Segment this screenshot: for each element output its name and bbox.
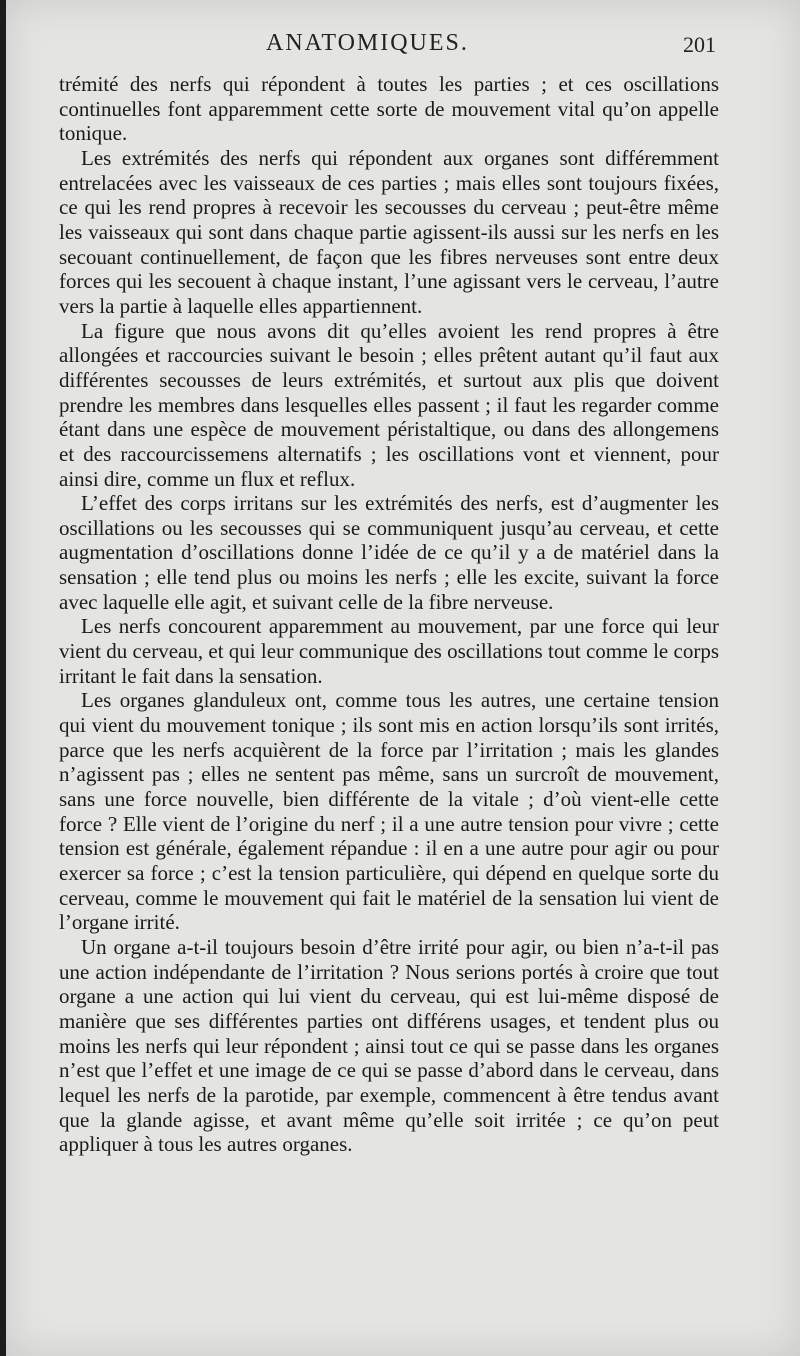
page-number: 201 [683,32,716,57]
paragraph-7: Un organe a-t-il toujours besoin d’être irrité pour agir, ou bien n’a-t-il pas une action indépendante de l’irritation ? Nous serions portés à croire que tout organe a une action qui lui vient du cerveau, qui est lui-même disposé de manière que ses différentes parties ont différens usages, et tendent plus ou moins les nerfs qui leur répondent ; ainsi tout ce qui se passe dans les organes n’est que l’effet et une image de ce qui se passe d’abord dans le cerveau, dans lequel les nerfs de la parotide, par exemple, commencent à être tendus avant que la glande agisse, et avant même qu’elle soit irritée ; ce qu’on peut appliquer à tous les autres organes. [59,934,719,1157]
paragraph-3: La figure que nous avons dit qu’elles avoient les rend propres à être allongées et raccourcies suivant le besoin ; elles prêtent autant qu’il faut aux différentes secousses de leurs extrémités, et surtout aux plis que doivent prendre les membres dans lesquelles elles passent ; il faut les regarder comme étant dans une espèce de mouvement péristaltique, ou dans des allongemens et des raccourcissemens alternatifs ; les oscillations vont et viennent, pour ainsi dire, comme un flux et reflux. [59,318,719,491]
paragraph-5: Les nerfs concourent apparemment au mouvement, par une force qui leur vient du cerveau, et qui leur communique des oscillations tout comme le corps irritant le fait dans la sensation. [59,614,719,688]
paragraph-1: trémité des nerfs qui répondent à toutes les parties ; et ces oscillations continuelles font apparemment cette sorte de mouvement vital qu’on appelle tonique. [59,72,719,146]
paragraph-6: Les organes glanduleux ont, comme tous les autres, une certaine tension qui vient du mouvement tonique ; ils sont mis en action lorsqu’ils sont irrités, parce que les nerfs acquièrent de la force par l’irritation ; mais les glandes n’agissent pas ; elles ne sentent pas même, sans un surcroît de mouvement, sans une force nouvelle, bien différente de la vitale ; d’où vient-elle cette force ? Elle vient de l’origine du nerf ; il a une autre tension pour vivre ; cette tension est générale, également répandue : il en a une autre pour agir ou pour exercer sa force ; c’est la tension particulière, qui dépend en quelque sorte du cerveau, comme le mouvement qui fait le matériel de la sensation lui vient de l’organe irrité. [59,688,719,935]
running-title: ANATOMIQUES. [266,30,469,56]
body-text [59,72,719,1157]
book-page [6,0,800,1356]
paragraph-2: Les extrémités des nerfs qui répondent aux organes sont différemment entrelacées avec les vaisseaux de ces parties ; mais elles sont toujours fixées, ce qui les rend propres à recevoir les secousses du cerveau ; peut-être même les vaisseaux qui sont dans chaque partie agissent-ils aussi sur les nerfs en les secouant continuellement, de façon que les fibres nerveuses sont entre deux forces qui les secouent à chaque instant, l’une agissant vers le cerveau, l’autre vers la partie à laquelle elles appartiennent. [59,145,719,318]
paragraph-4: L’effet des corps irritans sur les extrémités des nerfs, est d’augmenter les oscillations ou les secousses qui se communiquent jusqu’au cerveau, et cette augmentation d’oscillations donne l’idée de ce qu’il y a de matériel dans la sensation ; elle tend plus ou moins les nerfs ; elle les excite, suivant la force avec laquelle elle agit, et suivant celle de la fibre nerveuse. [59,491,719,614]
page-header [66,30,716,62]
